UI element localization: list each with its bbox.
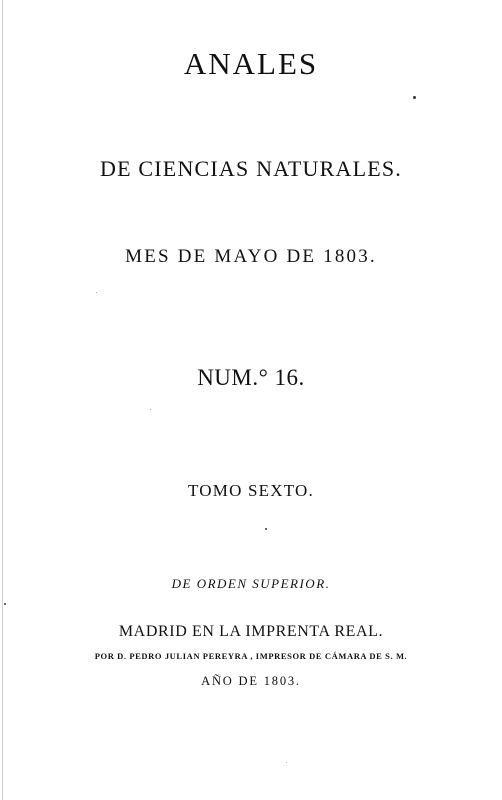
paper-speck [286,762,287,763]
place-publisher: MADRID EN LA IMPRENTA REAL. [118,623,384,640]
paper-speck [150,409,151,410]
paper-speck [265,528,267,530]
authorization-line: DE ORDEN SUPERIOR. [171,576,331,591]
issue-number: NUM.° 16. [197,365,305,390]
paper-speck [4,603,6,605]
publication-year: AÑO DE 1803. [201,674,301,688]
printer-line: POR D. PEDRO JULIAN PEREYRA , IMPRESOR DE CÁMARA DE S. M. [94,651,408,661]
issue-month: MES DE MAYO DE 1803. [125,246,377,267]
journal-subtitle: DE CIENCIAS NATURALES. [99,156,402,181]
paper-speck [413,96,416,99]
volume-label: TOMO SEXTO. [188,481,314,500]
journal-title: ANALES [183,46,319,81]
paper-speck [96,292,97,293]
